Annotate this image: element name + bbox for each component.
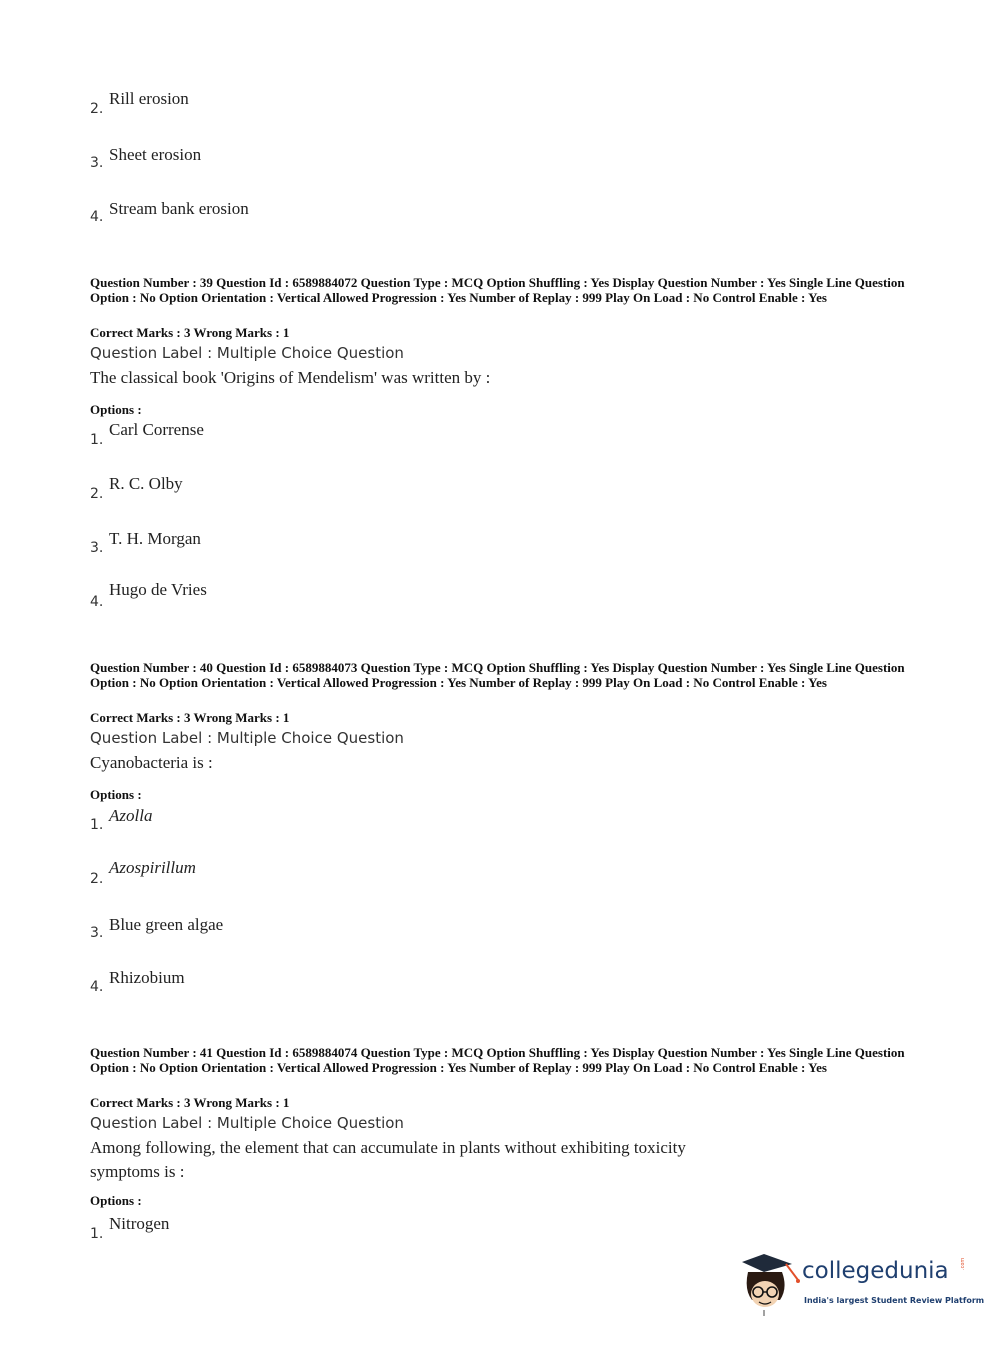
question-meta: Question Number : 39 Question Id : 6589884072 Question Type : MCQ Option Shuffling : Yes Display Question Number : Yes Single Line Question Option : No Option Orientation : Vertical Allowed Progression : Yes Number of Replay : 999 Play On Load : No Control Enable : Yes [90, 275, 905, 305]
option-number: 4. [90, 594, 104, 610]
question-marks: Correct Marks : 3 Wrong Marks : 1 [90, 710, 290, 725]
collegedunia-logo [742, 1250, 985, 1318]
option-number: 4. [90, 209, 104, 225]
option-number: 4. [90, 979, 104, 995]
question-label: Question Label : Multiple Choice Question [90, 729, 404, 747]
option-text: Nitrogen [109, 1214, 170, 1233]
question-text: Cyanobacteria is : [90, 753, 213, 772]
option-text: Azolla [109, 806, 153, 825]
logo-wordmark: collegedunia [802, 1258, 949, 1284]
option-number: 3. [90, 155, 104, 171]
question-label: Question Label : Multiple Choice Question [90, 1114, 404, 1132]
question-meta: Question Number : 40 Question Id : 6589884073 Question Type : MCQ Option Shuffling : Yes Display Question Number : Yes Single Line Question Option : No Option Orientation : Vertical Allowed Progression : Yes Number of Replay : 999 Play On Load : No Control Enable : Yes [90, 660, 905, 690]
option-text: Sheet erosion [109, 145, 202, 164]
option-number: 1. [90, 1226, 104, 1242]
option-text: Stream bank erosion [109, 199, 249, 218]
options-label: Options : [90, 787, 142, 802]
option-number: 3. [90, 925, 104, 941]
option-number: 1. [90, 432, 104, 448]
option-text: Rhizobium [109, 968, 185, 987]
option-text: R. C. Olby [109, 474, 183, 493]
option-number: 2. [90, 871, 104, 887]
logo-tagline: India's largest Student Review Platform [804, 1296, 985, 1305]
options-label: Options : [90, 1193, 142, 1208]
option-text: Carl Corrense [109, 420, 204, 439]
option-text: Azospirillum [109, 858, 196, 877]
question-marks: Correct Marks : 3 Wrong Marks : 1 [90, 1095, 290, 1110]
option-number: 1. [90, 817, 104, 833]
mascot-icon [742, 1250, 802, 1318]
option-text: Hugo de Vries [109, 580, 207, 599]
option-text: T. H. Morgan [109, 529, 201, 548]
option-number: 2. [90, 486, 104, 502]
option-number: 3. [90, 540, 104, 556]
option-number: 2. [90, 101, 104, 117]
question-text: Among following, the element that can accumulate in plants without exhibiting toxicity symptoms is : [90, 1138, 686, 1181]
question-meta: Question Number : 41 Question Id : 6589884074 Question Type : MCQ Option Shuffling : Yes Display Question Number : Yes Single Line Question Option : No Option Orientation : Vertical Allowed Progression : Yes Number of Replay : 999 Play On Load : No Control Enable : Yes [90, 1045, 905, 1075]
option-text: Rill erosion [109, 89, 189, 108]
options-label: Options : [90, 402, 142, 417]
question-text: The classical book 'Origins of Mendelism' was written by : [90, 368, 491, 387]
question-label: Question Label : Multiple Choice Question [90, 344, 404, 362]
question-marks: Correct Marks : 3 Wrong Marks : 1 [90, 325, 290, 340]
option-text: Blue green algae [109, 915, 224, 934]
logo-com: .com [960, 1257, 966, 1270]
